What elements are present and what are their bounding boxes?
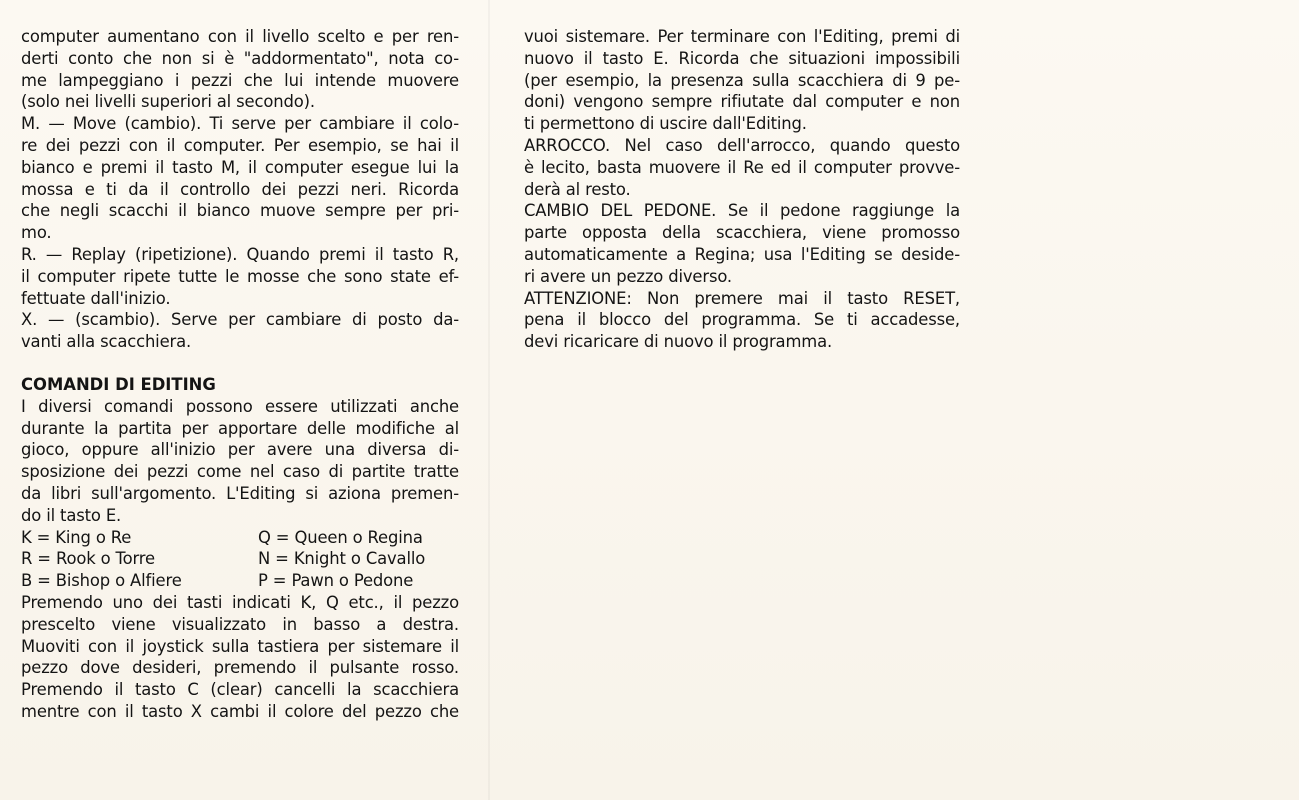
text-line: pena il blocco del programma. Se ti accadesse, [524,310,960,330]
text-line: do il tasto E. [21,505,122,525]
intro-section [21,26,459,353]
key-row [21,527,459,549]
text-line: derti conto che non si è "addormentato", nota co- [21,48,459,68]
key-entry: B = Bishop o Alfiere [21,571,182,591]
text-line: ATTENZIONE: Non premere mai il tasto RESET, [524,288,960,308]
text-line: me lampeggiano i pezzi che lui intende muovere [21,70,459,90]
text-line: automaticamente a Regina; usa l'Editing se deside- [524,244,960,264]
text-line: ri avere un pezzo diverso. [524,266,732,286]
key-entry: Q = Queen o Regina [258,527,423,547]
text-line: ARROCCO. Nel caso dell'arrocco, quando questo [524,135,960,155]
text-line: che negli scacchi il bianco muove sempre per pri- [21,201,459,221]
text-line: il computer ripete tutte le mosse che sono state ef- [21,266,459,286]
text-line: fettuate dall'inizio. [21,288,171,308]
text-line: M. — Move (cambio). Ti serve per cambiare il colo- [21,114,459,134]
text-line: parte opposta della scacchiera, viene promosso [524,223,960,243]
text-line: pezzo dove desideri, premendo il pulsante rosso. [21,658,459,678]
text-line: Muoviti con il joystick sulla tastiera per sistemare il [21,636,459,656]
text-line: gioco, oppure all'inizio per avere una diversa di- [21,440,459,460]
editing-section [21,396,459,527]
text-line: doni) vengono sempre rifiutate dal computer e non [524,92,960,112]
text-line: mossa e ti da il controllo dei pezzi neri. Ricorda [21,179,459,199]
text-line: devi ricaricare di nuovo il programma. [524,332,833,352]
text-line: I diversi comandi possono essere utilizzati anche [21,396,459,416]
text-line: CAMBIO DEL PEDONE. Se il pedone raggiunge la [524,201,960,221]
text-line: Premendo il tasto C (clear) cancelli la scacchiera [21,680,459,700]
text-line: vuoi sistemare. Per terminare con l'Editing, premi di [524,27,960,46]
text-line: da libri sull'argomento. L'Editing si aziona premen- [21,483,459,503]
key-entry: K = King o Re [21,527,132,547]
editing-instructions [21,592,459,723]
text-line: X. — (scambio). Serve per cambiare di posto da- [21,310,459,330]
text-line: prescelto viene visualizzato in basso a destra. [21,614,459,634]
text-line: derà al resto. [524,179,631,199]
section-heading: COMANDI DI EDITING [21,374,216,394]
text-line: Premendo uno dei tasti indicati K, Q etc., il pezzo [21,592,459,612]
text-line: vanti alla scacchiera. [21,332,192,352]
key-entry: R = Rook o Torre [21,549,155,569]
key-entry: N = Knight o Cavallo [258,549,426,569]
text-line: sposizione dei pezzi come nel caso di partite tratte [21,462,459,482]
key-row [21,570,459,592]
text-line: durante la partita per apportare delle modifiche al [21,418,459,438]
text-line: R. — Replay (ripetizione). Quando premi il tasto R, [21,244,459,264]
page-fold [488,0,490,800]
text-line: (solo nei livelli superiori al secondo). [21,92,315,112]
text-line: mentre con il tasto X cambi il colore del pezzo che [21,701,459,721]
text-line: nuovo il tasto E. Ricorda che situazioni impossibili [524,48,960,68]
right-column [524,26,960,353]
text-line: è lecito, basta muovere il Re ed il computer provve- [524,157,960,177]
key-entry: P = Pawn o Pedone [258,571,414,591]
key-legend [21,527,459,592]
text-line: ti permettono di uscire dall'Editing. [524,114,807,134]
text-line: computer aumentano con il livello scelto e per ren- [21,27,459,46]
text-line: mo. [21,223,52,243]
left-column [21,26,459,723]
key-row [21,548,459,570]
text-line: re dei pezzi con il computer. Per esempio, se hai il [21,135,459,155]
text-line: bianco e premi il tasto M, il computer esegue lui la [21,157,459,177]
text-line: (per esempio, la presenza sulla scacchiera di 9 pe- [524,70,960,90]
